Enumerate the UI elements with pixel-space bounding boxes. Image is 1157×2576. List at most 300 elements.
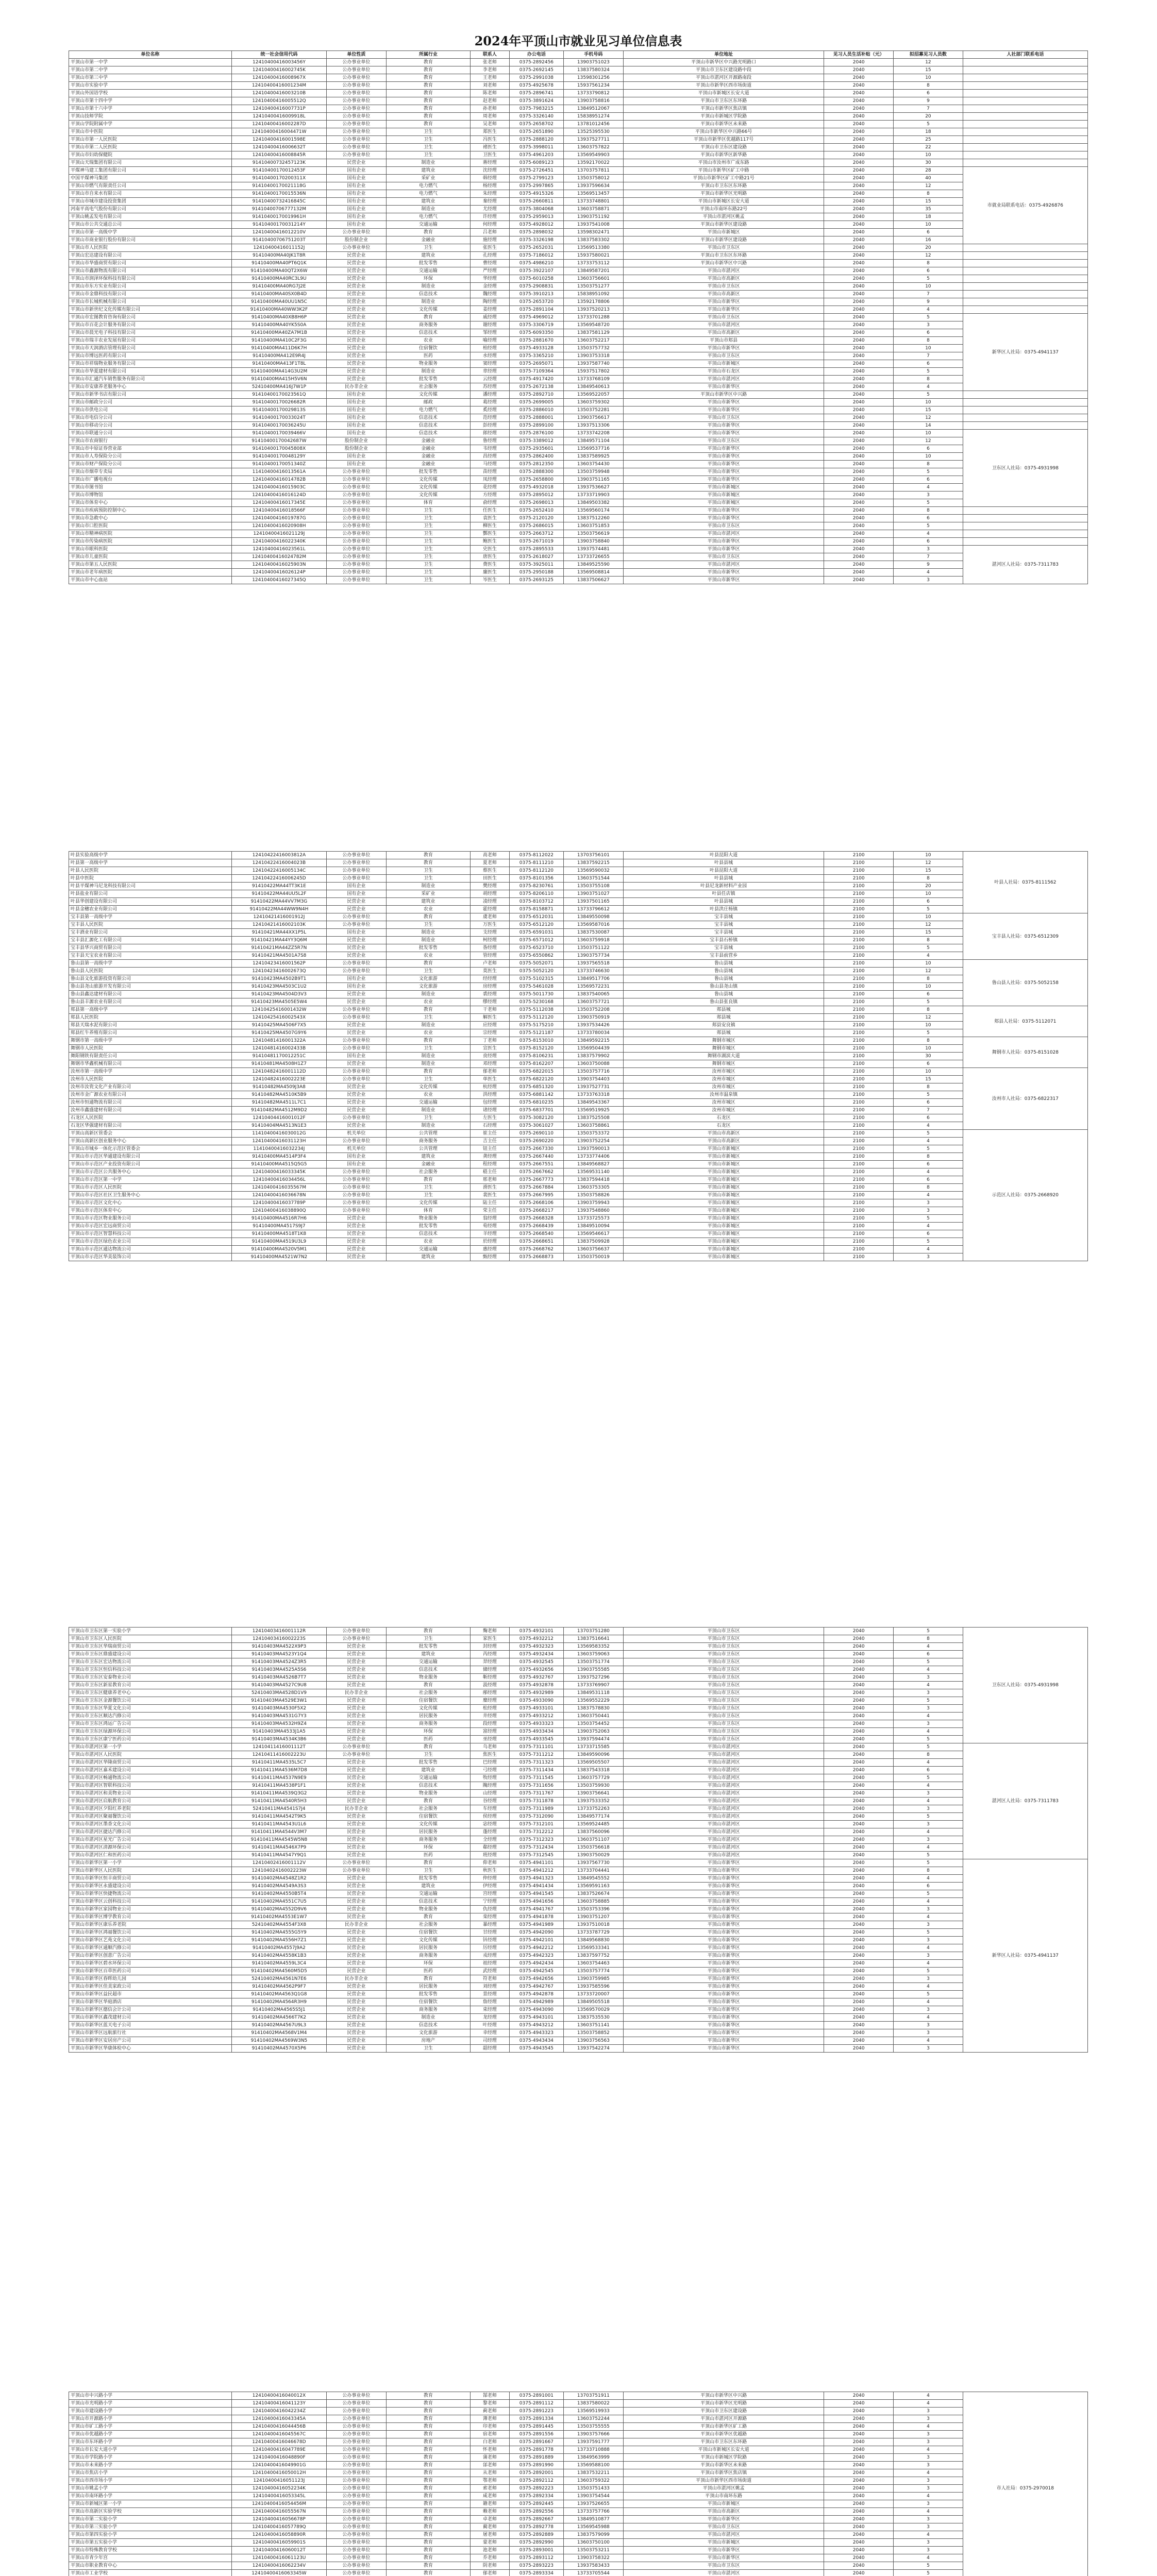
table-cell: 0375-4961203: [509, 151, 563, 159]
table-row: [69, 2477, 1088, 2485]
table-cell: 0375-7312434: [509, 1844, 563, 1852]
table-cell: 平顶山市湛河区: [623, 1767, 824, 1774]
table-cell: 公办事业单位: [327, 136, 387, 144]
table-cell: 0375-7312101: [509, 1821, 563, 1828]
table-cell: 叶县尼龙新材料产业园: [623, 883, 824, 890]
table-cell: 13903751023: [564, 59, 624, 66]
table-cell: 霍经理: [470, 906, 509, 913]
table-cell: 平顶山市湛河区: [623, 1828, 824, 1836]
table-cell: 樊经理: [470, 883, 509, 890]
table-cell: 苗经理: [470, 468, 509, 476]
table-cell: 3: [894, 1253, 963, 1261]
table-row: [69, 461, 1088, 468]
table-row: [69, 376, 1088, 383]
table-cell: 卫生: [386, 530, 470, 538]
table-cell: 12410404416001012F: [231, 1114, 326, 1122]
table-cell: 孔经理: [470, 252, 509, 260]
table-cell: 信息技术: [386, 329, 470, 337]
table-cell: 平顶山市新华区优越路117号: [623, 136, 824, 144]
table-cell: 平顶山市卫东区恒信科技公司: [69, 1666, 232, 1674]
table-cell: 管经理: [470, 952, 509, 960]
table-cell: 卫生: [386, 1751, 470, 1759]
table-cell: 12410400416062234V: [231, 2562, 326, 2570]
table-cell: 52410403MA4528D1V9: [231, 1689, 326, 1697]
table-cell: 13603757822: [564, 144, 624, 151]
table-cell: 曹经理: [470, 260, 509, 267]
table-cell: 教育: [386, 1975, 470, 1983]
table-cell: 宝丰县人民医院: [69, 921, 232, 929]
table-cell: 平顶山市卫东区东环路: [623, 2438, 824, 2446]
table-cell: 华经理: [470, 275, 509, 283]
table-cell: 金融业: [386, 437, 470, 445]
table-cell: 2040: [824, 2014, 894, 2022]
table-cell: 6: [894, 1883, 963, 1890]
table-cell: 中国平煤神马集团: [69, 175, 232, 182]
table-cell: 冯医生: [470, 136, 509, 144]
table-cell: 国有企业: [327, 198, 387, 206]
table-cell: 农业: [386, 1029, 470, 1037]
table-cell: 社会服务: [386, 1805, 470, 1813]
table-cell: 13603756601: [564, 275, 624, 283]
table-cell: 91410400MA415H5V6N: [231, 376, 326, 383]
table-cell: 5: [894, 1029, 963, 1037]
table-cell: 公办事业单位: [327, 522, 387, 530]
table-cell: 平顶山市新华区: [623, 2547, 824, 2554]
table-cell: 5: [894, 391, 963, 399]
table-row: [69, 97, 1088, 105]
table-cell: 丁老师: [470, 1037, 509, 1045]
table-cell: 4: [894, 1728, 963, 1736]
table-cell: 汝州市汝瓷文化产业有限公司: [69, 1083, 232, 1091]
table-cell: 2040: [824, 1759, 894, 1767]
table-cell: 91410421MA44YY3Q6M: [231, 937, 326, 944]
table-cell: 裴医生: [470, 1192, 509, 1199]
table-cell: 0375-6089123: [509, 159, 563, 167]
table-cell: 住宿餐饮: [386, 345, 470, 352]
table-cell: 4: [894, 1138, 963, 1145]
table-cell: 公办事业单位: [327, 144, 387, 151]
table-cell: 吉主任: [470, 1138, 509, 1145]
table-cell: 2040: [824, 414, 894, 422]
hr-contact-empty: [963, 59, 1087, 66]
table-cell: 彭经理: [470, 422, 509, 430]
table-cell: 平顶山市焦店小学: [69, 2469, 232, 2477]
table-cell: 91410400MA40ZA7M1B: [231, 329, 326, 337]
table-cell: 昝经理: [470, 944, 509, 952]
table-cell: 平顶山市口腔医院: [69, 522, 232, 530]
table-row: [69, 1944, 1088, 1952]
table-cell: 程经理: [470, 1161, 509, 1168]
hr-contact-empty: [963, 74, 1087, 82]
table-cell: 汝州市温泉镇: [623, 1091, 824, 1099]
table-cell: 平顶山市新华区安居房产公司: [69, 2037, 232, 2045]
table-cell: 范经理: [470, 414, 509, 422]
table-cell: 社会服务: [386, 1689, 470, 1697]
table-cell: 91410400MA40RC3L9U: [231, 275, 326, 283]
table-cell: 2040: [824, 577, 894, 584]
table-cell: 喻经理: [470, 337, 509, 345]
table-cell: 平顶山市卫东区: [623, 1651, 824, 1658]
table-cell: 2040: [824, 2516, 894, 2523]
table-row: [69, 2045, 1088, 2053]
table-cell: 平顶山市新华区: [623, 1960, 824, 1968]
table-cell: 2040: [824, 252, 894, 260]
table-cell: 股份制企业: [327, 236, 387, 244]
table-cell: 0375-8206110: [509, 890, 563, 898]
table-cell: 教育: [386, 2454, 470, 2462]
table-row: [69, 522, 1088, 530]
table-cell: 平顶山市新华区: [623, 406, 824, 414]
hr-contact-cell: 卫东区人社局：0375-4931998: [963, 430, 1087, 507]
table-cell: 汝州市城区: [623, 1083, 824, 1091]
table-cell: 13849592215: [564, 1037, 624, 1045]
table-cell: 12410400416015903C: [231, 484, 326, 492]
table-cell: 民营企业: [327, 1728, 387, 1736]
table-cell: 2040: [824, 461, 894, 468]
table-cell: 国有企业: [327, 221, 387, 229]
table-cell: 2100: [824, 1168, 894, 1176]
table-cell: 文化传媒: [386, 476, 470, 484]
table-cell: 13603757729: [564, 1774, 624, 1782]
table-cell: 舞钢市湖滨大道: [623, 1053, 824, 1060]
table-cell: 平顶山市湛河区开源路南段: [623, 74, 824, 82]
table-cell: 民营企业: [327, 1798, 387, 1805]
table-cell: 卫生: [386, 1192, 470, 1199]
hr-contact-empty: [963, 391, 1087, 399]
table-cell: 10: [894, 1045, 963, 1053]
table-row: [69, 1207, 1088, 1215]
table-cell: 经经理: [470, 975, 509, 983]
table-cell: 10: [894, 852, 963, 859]
table-cell: 13603751544: [564, 875, 624, 883]
table-cell: 缪经理: [470, 998, 509, 1006]
table-cell: 2100: [824, 998, 894, 1006]
table-cell: 12410400416041123Y: [231, 2400, 326, 2408]
table-cell: 5: [894, 2562, 963, 2570]
table-cell: 5: [894, 468, 963, 476]
table-cell: 12410403416002223S: [231, 1635, 326, 1643]
table-cell: 平顶山市新城区: [623, 2500, 824, 2508]
table-cell: 批发零售: [386, 260, 470, 267]
table-cell: 12410400416014782B: [231, 476, 326, 484]
table-cell: 7: [894, 352, 963, 360]
table-cell: 8: [894, 376, 963, 383]
table-cell: 平顶山市湛河区捷达汽修公司: [69, 1828, 232, 1836]
table-cell: 教育: [386, 1682, 470, 1689]
table-cell: 荀经理: [470, 1223, 509, 1230]
table-cell: 体育: [386, 499, 470, 507]
table-row: [69, 229, 1088, 236]
table-cell: 采矿业: [386, 890, 470, 898]
table-cell: 12410411416002223U: [231, 1751, 326, 1759]
table-cell: 住宿餐饮: [386, 1929, 470, 1937]
table-cell: 13837512260: [564, 515, 624, 522]
table-cell: 13603757721: [564, 998, 624, 1006]
table-cell: 2040: [824, 2562, 894, 2570]
table-cell: 窦经理: [470, 360, 509, 368]
table-cell: 13781012456: [564, 121, 624, 128]
table-cell: 平顶山市新城区长安大道: [623, 2446, 824, 2454]
table-cell: 91410400170200311X: [231, 175, 326, 182]
table-cell: 91410402MA4570X5P6: [231, 2045, 326, 2053]
table-cell: 2040: [824, 561, 894, 569]
table-cell: 35: [894, 206, 963, 213]
table-cell: 平顶山市精神病医院: [69, 530, 232, 538]
table-cell: 8: [894, 190, 963, 198]
table-cell: 91410402MA4564R3H9: [231, 1998, 326, 2006]
table-cell: 0375-2667551: [509, 1161, 563, 1168]
table-cell: 卫生: [386, 1184, 470, 1192]
table-cell: 文化传媒: [386, 306, 470, 314]
table-row: [69, 406, 1088, 414]
table-cell: 12410400416018566F: [231, 507, 326, 515]
table-cell: 0375-4943101: [509, 2014, 563, 2022]
table-cell: 0375-7311767: [509, 1790, 563, 1798]
table-cell: 柳医生: [470, 522, 509, 530]
table-cell: 平顶山市未来路小学: [69, 2462, 232, 2469]
table-cell: 15937580021: [564, 252, 624, 260]
table-cell: 教育: [386, 1913, 470, 1921]
table-cell: 0375-4941323: [509, 1875, 563, 1883]
table-cell: 宓经理: [470, 1821, 509, 1828]
table-cell: 山经理: [470, 1790, 509, 1798]
table-cell: 平顶山市卫东区健康养老中心: [69, 1689, 232, 1697]
hr-contact-empty: [963, 538, 1087, 546]
table-cell: 2040: [824, 1836, 894, 1844]
table-cell: 民营企业: [327, 1913, 387, 1921]
table-cell: 10: [894, 345, 963, 352]
table-cell: 平顶山市疾病预防控制中心: [69, 507, 232, 515]
table-cell: 教育: [386, 2462, 470, 2469]
table-cell: 0375-2898032: [509, 229, 563, 236]
table-cell: 0375-2888120: [509, 136, 563, 144]
table-cell: 2040: [824, 1713, 894, 1720]
table-cell: 农业: [386, 1238, 470, 1246]
table-row: [69, 275, 1088, 283]
table-cell: 2040: [824, 329, 894, 337]
table-row: [69, 952, 1088, 960]
table-cell: 民营企业: [327, 1821, 387, 1828]
table-cell: 批发零售: [386, 376, 470, 383]
table-cell: 0375-2663712: [509, 530, 563, 538]
table-cell: 平顶山市新华区: [623, 1983, 824, 1991]
table-cell: 蒲老师: [470, 2454, 509, 2462]
table-cell: 叶县金穗农业有限公司: [69, 906, 232, 913]
table-cell: 民营企业: [327, 321, 387, 329]
table-cell: 制造业: [386, 368, 470, 376]
table-cell: 谷经理: [470, 1798, 509, 1805]
table-cell: 张医生: [470, 244, 509, 252]
column-header: 办公电话: [509, 51, 563, 59]
table-cell: 袁医生: [470, 515, 509, 522]
hr-contact-empty: [963, 252, 1087, 260]
table-row: [69, 1029, 1088, 1037]
table-cell: 0375-2893223: [509, 2562, 563, 2570]
table-cell: 91410402MA4551C7U5: [231, 1898, 326, 1906]
table-cell: 0375-8153010: [509, 1037, 563, 1045]
table-cell: 2040: [824, 2500, 894, 2508]
table-cell: 13703751911: [564, 2392, 624, 2400]
table-cell: 13603751853: [564, 522, 624, 530]
table-cell: 15937517802: [564, 368, 624, 376]
table-cell: 91410402MA4555G5Y9: [231, 1929, 326, 1937]
table-cell: 3: [894, 2539, 963, 2547]
table-cell: 0375-2653720: [509, 298, 563, 306]
table-cell: 民营企业: [327, 345, 387, 352]
table-cell: 平顶山市妇幼保健院: [69, 151, 232, 159]
table-row: [69, 391, 1088, 399]
table-cell: 0375-2895533: [509, 546, 563, 553]
table-row: [69, 2022, 1088, 2029]
table-cell: 教育: [386, 2438, 470, 2446]
table-cell: 0375-6550862: [509, 952, 563, 960]
table-cell: 0375-2959013: [509, 213, 563, 221]
table-cell: 2040: [824, 1944, 894, 1952]
table-cell: 8: [894, 1867, 963, 1875]
table-cell: 13733769907: [564, 1682, 624, 1689]
table-cell: 平顶山市新华区: [623, 1898, 824, 1906]
table-cell: 平顶山市学院路小学: [69, 2454, 232, 2462]
table-cell: 0375-2690110: [509, 1130, 563, 1138]
table-cell: 公办事业单位: [327, 66, 387, 74]
table-cell: 许经理: [470, 213, 509, 221]
table-cell: 民营企业: [327, 1944, 387, 1952]
table-cell: 平顶山市湛河区姚孟: [623, 2485, 824, 2493]
table-cell: 储经理: [470, 1666, 509, 1674]
table-cell: 13603758885: [564, 1898, 624, 1906]
table-cell: 石龙区: [623, 1122, 824, 1130]
table-cell: 5: [894, 998, 963, 1006]
table-cell: 8: [894, 1635, 963, 1643]
table-cell: 0375-2652031: [509, 244, 563, 252]
table-row: [69, 82, 1088, 90]
table-cell: 13837526674: [564, 1890, 624, 1898]
table-row: [69, 1960, 1088, 1968]
table-cell: 0375-2699005: [509, 399, 563, 406]
table-cell: 郗经理: [470, 1844, 509, 1852]
table-cell: 14: [894, 422, 963, 430]
table-cell: 采矿业: [386, 175, 470, 182]
table-row: [69, 2400, 1088, 2408]
table-cell: 平顶山市新城区: [623, 1199, 824, 1207]
table-cell: 卫生: [386, 1014, 470, 1022]
table-cell: 30: [894, 1053, 963, 1060]
table-cell: 2040: [824, 430, 894, 437]
column-header: 所属行业: [386, 51, 470, 59]
table-cell: 0375-7311656: [509, 1782, 563, 1790]
table-cell: 万医生: [470, 921, 509, 929]
table-cell: 国有企业: [327, 167, 387, 175]
table-cell: 平顶山市新华区: [623, 1913, 824, 1921]
table-cell: 91410402MA4563Q1G8: [231, 1991, 326, 1998]
table-cell: 交通运输: [386, 1246, 470, 1253]
table-cell: 13903754403: [564, 1076, 624, 1083]
table-cell: 13903751165: [564, 476, 624, 484]
table-cell: 石经理: [470, 1122, 509, 1130]
table-cell: 6: [894, 445, 963, 453]
table-cell: 13837579099: [564, 2531, 624, 2539]
table-cell: 平顶山市新华区: [623, 2045, 824, 2053]
table-cell: 4: [894, 1682, 963, 1689]
table-cell: 91410422MA44WW9N4H: [231, 906, 326, 913]
table-cell: 12410400416033345K: [231, 1168, 326, 1176]
table-cell: 0375-6512120: [509, 921, 563, 929]
table-cell: 2040: [824, 1813, 894, 1821]
table-cell: 平顶山市新华区矿工路: [623, 2423, 824, 2431]
table-cell: 平顶山市高新区实验学校: [69, 2508, 232, 2516]
hr-contact-empty: [963, 113, 1087, 121]
table-cell: 0375-2862400: [509, 453, 563, 461]
table-cell: 13849545552: [564, 1875, 624, 1883]
table-cell: 6: [894, 476, 963, 484]
table-cell: 4: [894, 1246, 963, 1253]
table-cell: 0375-4932101: [509, 1628, 563, 1635]
table-cell: 公办事业单位: [327, 507, 387, 515]
table-cell: 2100: [824, 1199, 894, 1207]
table-cell: 水经理: [470, 352, 509, 360]
table-block-1: [69, 33, 1088, 584]
table-cell: 10: [894, 453, 963, 461]
table-cell: 平顶山市华盛商贸有限公司: [69, 260, 232, 267]
table-row: [69, 1883, 1088, 1890]
table-cell: 批发零售: [386, 1643, 470, 1651]
table-cell: 何经理: [470, 221, 509, 229]
table-cell: 民营企业: [327, 1666, 387, 1674]
page-title: 2024年平顶山市就业见习单位信息表: [474, 33, 682, 48]
table-cell: 平顶山市实验中学: [69, 82, 232, 90]
table-cell: 制造业: [386, 883, 470, 890]
table-cell: 平顶山市湛河区和美物业公司: [69, 1790, 232, 1798]
table-cell: 91410400732416845C: [231, 198, 326, 206]
table-cell: 2040: [824, 2415, 894, 2423]
table-cell: 平顶山市博远医药有限公司: [69, 352, 232, 360]
table-cell: 平顶山市新城区长安大道: [623, 198, 824, 206]
table-cell: 公办事业单位: [327, 968, 387, 975]
table-cell: 5: [894, 2570, 963, 2576]
table-cell: 公办事业单位: [327, 2493, 387, 2500]
table-cell: 田医生: [470, 875, 509, 883]
table-cell: 平顶山市城乡一体化示范区管委会: [69, 1145, 232, 1153]
table-cell: 教育: [386, 2539, 470, 2547]
table-cell: 教育: [386, 2392, 470, 2400]
table-cell: 平顶山市新华区远航旅行社: [69, 2029, 232, 2037]
table-cell: 平顶山市新华区: [623, 1906, 824, 1913]
table-row: [69, 1898, 1088, 1906]
hr-contact-empty: [963, 97, 1087, 105]
table-cell: 平顶山市卫东区: [623, 1736, 824, 1743]
table-cell: 12410400416043345A: [231, 2415, 326, 2423]
table-cell: 10: [894, 430, 963, 437]
table-cell: 0375-4941989: [509, 1921, 563, 1929]
table-row: [69, 2547, 1088, 2554]
table-row: [69, 530, 1088, 538]
table-cell: 12410402416001112V: [231, 1859, 326, 1867]
table-cell: 平顶山市自来水有限公司: [69, 190, 232, 198]
table-cell: 潘经理: [470, 391, 509, 399]
table-cell: 91410400170033024T: [231, 414, 326, 422]
table-cell: 牧经理: [470, 1774, 509, 1782]
table-cell: 平顶山市高新区: [623, 2508, 824, 2516]
table-cell: 5: [894, 1658, 963, 1666]
table-row: [69, 1114, 1088, 1122]
table-cell: 0375-2997865: [509, 182, 563, 190]
table-cell: 公办事业单位: [327, 2500, 387, 2508]
table-cell: 0375-4942989: [509, 1998, 563, 2006]
table-cell: 2040: [824, 546, 894, 553]
table-cell: 平顶山市新华区: [623, 1890, 824, 1898]
table-row: [69, 1161, 1088, 1168]
table-cell: 厉经理: [470, 1944, 509, 1952]
